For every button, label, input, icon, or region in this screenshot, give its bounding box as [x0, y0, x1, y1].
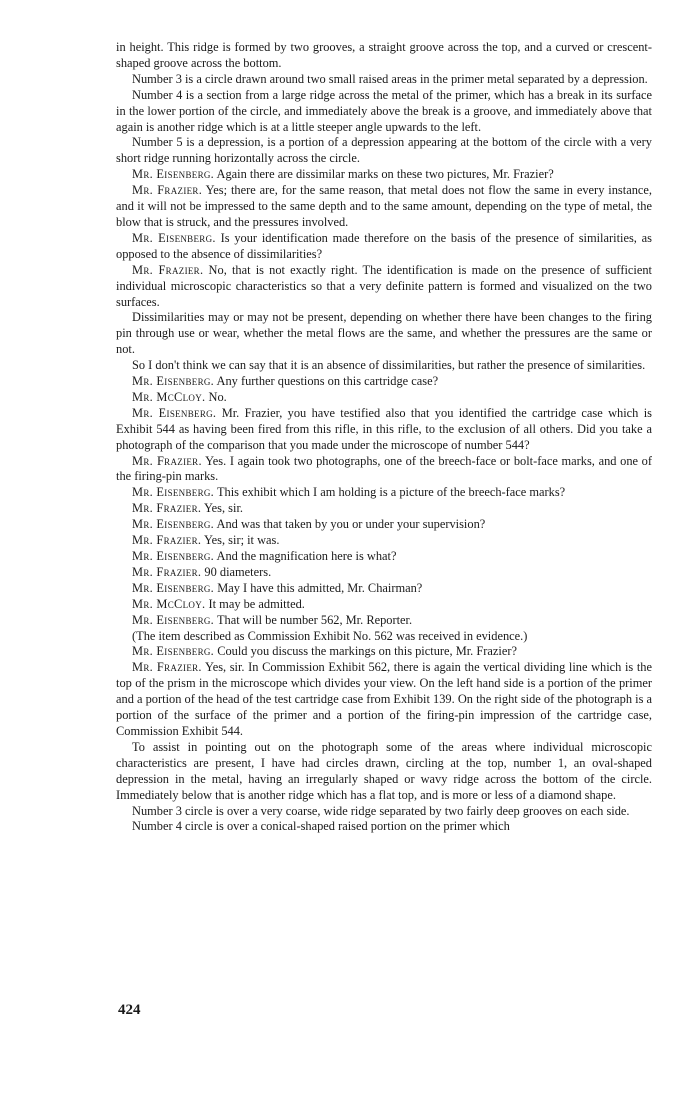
- paragraph: [116, 501, 652, 517]
- paragraph: [116, 390, 652, 406]
- paragraph: [116, 629, 652, 645]
- paragraph: [116, 740, 652, 804]
- paragraph-text: Yes. I again took two photographs, one of the breech-face or bolt-face marks, and one of the firing-pin marks.: [116, 453, 652, 484]
- paragraph: [116, 374, 652, 390]
- paragraph-text: Number 5 is a depression, is a portion of a depression appearing at the bottom of the circle with a very short ridge running horizontally across the circle.: [116, 135, 652, 166]
- speaker-name: Mr. Eisenberg.: [132, 580, 215, 595]
- paragraph-text: in height. This ridge is formed by two grooves, a straight groove across the top, and a curved or crescent-shaped groove across the bottom.: [116, 40, 652, 70]
- paragraph-text: Yes, sir. In Commission Exhibit 562, there is again the vertical dividing line which is the top of the prism in the microscope which divides your view. On the left hand side is a portion of the primer and a portion of the head of the test cartridge case from Exhibit 139. On the right side of the photograph is a portion of the surface of the primer and a portion of the firing-pin impression of the cartridge case, Commission Exhibit 544.: [116, 660, 652, 738]
- page-body: [116, 40, 652, 835]
- speaker-name: Mr. Eisenberg.: [132, 644, 215, 659]
- page-number: 424: [118, 1002, 141, 1018]
- speaker-name: Mr. Frazier.: [132, 262, 204, 277]
- speaker-name: Mr. Frazier.: [132, 660, 202, 675]
- paragraph-text: To assist in pointing out on the photograph some of the areas where individual microscopic characteristics are present, I have had circles drawn, circling at the top, number 1, an oval-shaped depression in the metal, having an irregularly shaped or wavy ridge across the bottom of the circle. Immediately below that is another ridge which has a flat top, and is more or less of a diamond shape.: [116, 739, 652, 802]
- paragraph-text: Again there are dissimilar marks on these two pictures, Mr. Frazier?: [216, 167, 554, 182]
- speaker-name: Mr. Eisenberg.: [132, 405, 217, 420]
- paragraph-text: Is your identification made therefore on the basis of the presence of similarities, as opposed to the absence of dissimilarities?: [116, 230, 652, 261]
- speaker-name: Mr. Eisenberg.: [132, 230, 216, 245]
- speaker-name: Mr. Eisenberg.: [132, 167, 215, 182]
- paragraph-text: So I don't think we can say that it is an absence of dissimilarities, but rather the presence of similarities.: [132, 358, 646, 373]
- paragraph: [116, 310, 652, 358]
- paragraph-text: Yes, sir; it was.: [203, 533, 280, 548]
- paragraph-text: No.: [208, 389, 227, 404]
- speaker-name: Mr. McCloy.: [132, 596, 206, 611]
- speaker-name: Mr. Frazier.: [132, 533, 202, 548]
- speaker-name: Mr. Eisenberg.: [132, 485, 215, 500]
- paragraph-text: Dissimilarities may or may not be present, depending on whether there have been changes to the firing pin through use or wear, whether the metal flows are the same, and whether the pressures are the same or not.: [116, 310, 652, 357]
- paragraph: [116, 485, 652, 501]
- paragraph: [116, 597, 652, 613]
- paragraph: [116, 406, 652, 454]
- paragraph-text: May I have this admitted, Mr. Chairman?: [217, 580, 423, 595]
- paragraph-text: It may be admitted.: [208, 596, 305, 611]
- paragraph-text: Number 4 is a section from a large ridge across the metal of the primer, which has a break in its surface in the lower portion of the circle, and immediately above the break is a groove, and immediately above that again is another ridge which is at a little steeper angle upwards to the left.: [116, 87, 652, 134]
- paragraph-text: Number 4 circle is over a conical-shaped raised portion on the primer which: [132, 819, 510, 834]
- paragraph: [116, 183, 652, 231]
- speaker-name: Mr. Eisenberg.: [132, 374, 215, 389]
- speaker-name: Mr. Eisenberg.: [132, 549, 215, 563]
- paragraph: [116, 40, 652, 72]
- paragraph: [116, 819, 652, 835]
- paragraph: [116, 644, 652, 660]
- paragraph: [116, 454, 652, 486]
- paragraph-text: Yes, sir.: [203, 501, 243, 516]
- paragraph-text: This exhibit which I am holding is a picture of the breech-face marks?: [216, 485, 566, 500]
- paragraph-text: Number 3 is a circle drawn around two small raised areas in the primer metal separated by a depression.: [132, 71, 648, 86]
- paragraph: [116, 549, 652, 565]
- paragraph-text: And the magnification here is what?: [216, 549, 397, 563]
- paragraph-text: That will be number 562, Mr. Reporter.: [216, 612, 413, 627]
- paragraph: [116, 613, 652, 629]
- paragraph-text: Number 3 circle is over a very coarse, wide ridge separated by two fairly deep grooves on each side.: [132, 803, 630, 818]
- paragraph: [116, 167, 652, 183]
- speaker-name: Mr. Frazier.: [132, 564, 202, 579]
- paragraph: [116, 72, 652, 88]
- paragraph-text: Yes; there are, for the same reason, that metal does not flow the same in every instance, and it will not be impressed to the same depth and to the same amount, depending on the type of metal, the blow that is struck, and the pressures involved.: [116, 183, 652, 229]
- paragraph: [116, 135, 652, 167]
- paragraph: [116, 231, 652, 263]
- paragraph: [116, 565, 652, 581]
- speaker-name: Mr. Frazier.: [132, 501, 202, 516]
- paragraph: [116, 88, 652, 136]
- paragraph: [116, 581, 652, 597]
- paragraph: [116, 263, 652, 311]
- speaker-name: Mr. Frazier.: [132, 183, 203, 198]
- paragraph-text: Could you discuss the markings on this picture, Mr. Frazier?: [217, 644, 517, 659]
- paragraph-text: (The item described as Commission Exhibit No. 562 was received in evidence.): [132, 628, 528, 643]
- paragraph-text: Mr. Frazier, you have testified also that you identified the cartridge case which is Exhibit 544 as having been fired from this rifle, in this rifle, to the exclusion of all others. Did you take a photograph of the comparison that you made under the microscope of number 544?: [116, 405, 652, 452]
- paragraph: [116, 804, 652, 820]
- paragraph: [116, 660, 652, 740]
- paragraph-text: No, that is not exactly right. The identification is made on the presence of sufficient individual microscopic characteristics so that a very definite pattern is formed and visualized on the two surfaces.: [116, 262, 652, 309]
- paragraph: [116, 358, 652, 374]
- paragraph-text: And was that taken by you or under your supervision?: [216, 517, 486, 532]
- speaker-name: Mr. Frazier.: [132, 453, 202, 468]
- paragraph: [116, 517, 652, 533]
- paragraph-text: 90 diameters.: [204, 564, 272, 579]
- speaker-name: Mr. Eisenberg.: [132, 612, 215, 627]
- paragraph: [116, 533, 652, 549]
- paragraph-text: Any further questions on this cartridge case?: [216, 374, 439, 389]
- speaker-name: Mr. Eisenberg.: [132, 517, 215, 532]
- speaker-name: Mr. McCloy.: [132, 389, 206, 404]
